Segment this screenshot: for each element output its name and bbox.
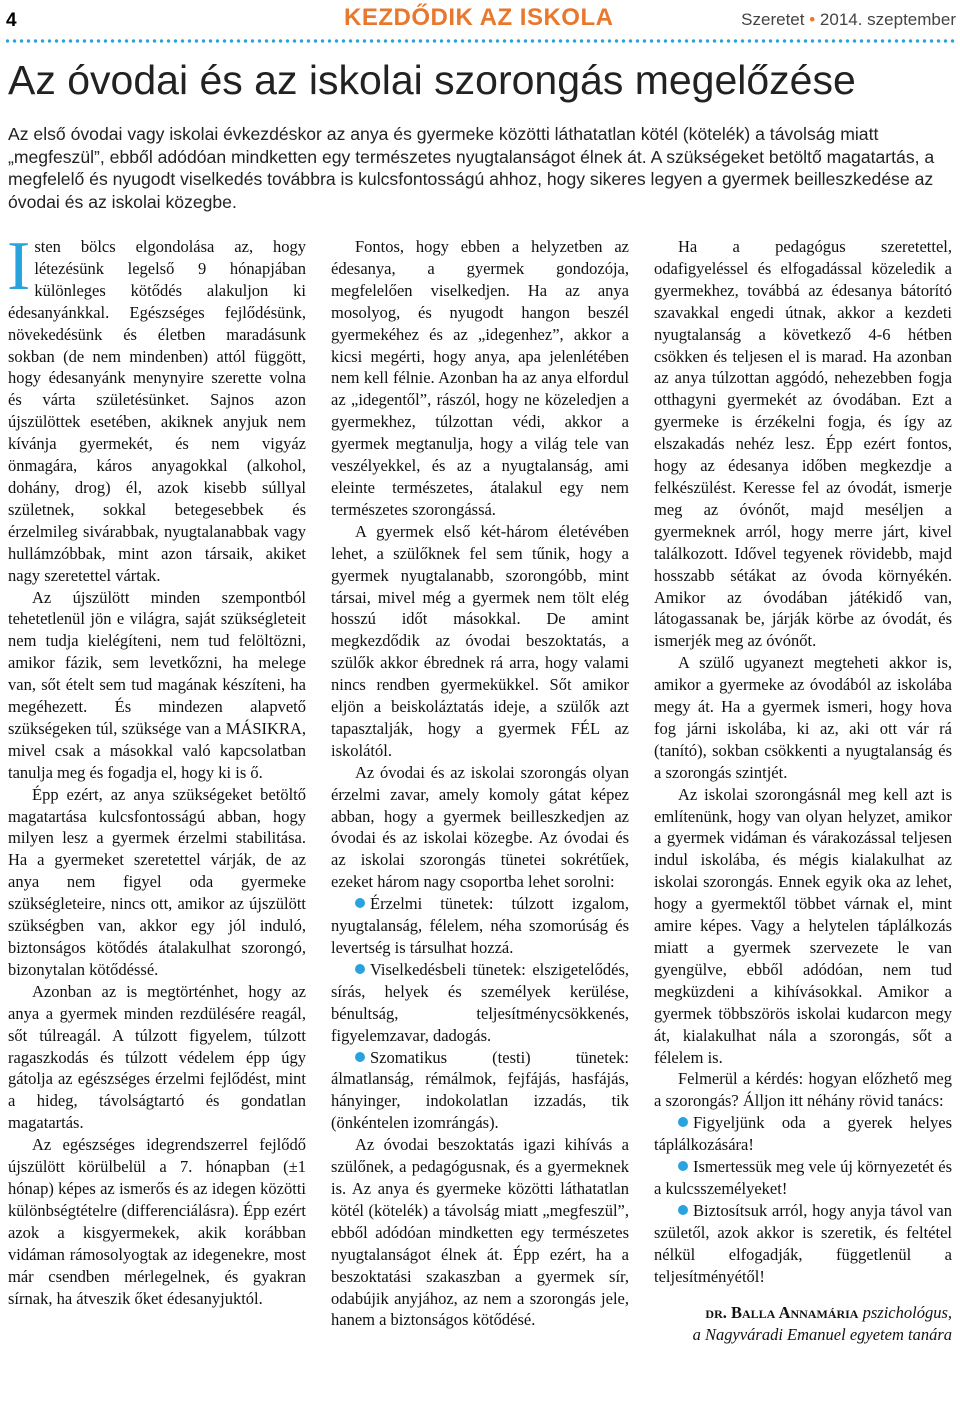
bullet-text: Figyeljünk oda a gyerek helyes táplálkozására! — [654, 1113, 952, 1155]
issue-date: 2014. szeptember — [819, 10, 956, 29]
page-number: 4 — [6, 10, 17, 31]
bullet-dot-icon — [678, 1161, 688, 1171]
paragraph: Az egészséges idegrendszerrel fejlődő újszülött körülbelül a 7. hónapban (±1 hónap) képes az ismerős és az idegen közötti különbségtételre (differenciálásra). Épp ezért azok a kisgyermekek, akik korábban vidáman rámosolyogtak az idegenekre, most már csendben mérlegelnek, és gyakran sírnak, ha átveszik őket édesanyjuktól. — [8, 1135, 306, 1308]
bullet-dot-icon — [678, 1205, 688, 1215]
article-title: Az óvodai és az iskolai szorongás megelőzése — [8, 57, 856, 103]
bullet-item — [654, 1200, 952, 1288]
bullet-text: Érzelmi tünetek: túlzott izgalom, nyugtalanság, félelem, néha szomorúság és levertség is társulhat hozzá. — [331, 894, 629, 957]
issue-name: Szeretet — [741, 10, 805, 29]
paragraph: Az újszülött minden szempontból tehetetlenül jön e világra, saját szükségleteit nem tudja kielégíteni, nem tud felöltözni, amikor fázik, sem levetkőzni, ha melege van, sőt ételt sem tud magának készíteni, ha megéhezett. És mindezen alapvető szükségeken túl, szüksége van a MÁSIKRA, mivel csak a másokkal való kapcsolatban tanulja meg és fogadja el, hogy ki is ő. — [8, 587, 306, 782]
page-header — [4, 0, 956, 40]
bullet-item — [654, 1112, 952, 1156]
bullet-item — [331, 959, 629, 1047]
paragraph: Az óvodai beszoktatás igazi kihívás a szülőnek, a pedagógusnak, és a gyermeknek is. Az anya és gyermeke közötti láthatatlan kötél (kötelék) a távolság miatt „megfeszül”, ebből adódóan mindketten egy természetes nyugtalanságot élnek át. Épp ezért, ha a beszoktatási szakaszban a gyermek sír, odabújik anyjához, az nem a szorongás jele, hanem a biztonságos kötődésé. — [331, 1135, 629, 1330]
bullet-text: Biztosítsuk arról, hogy anyja távol van születől, azok akkor is szeretik, és feltétel nélkül elfogadják, függetlenül a teljesítményétől! — [654, 1200, 952, 1286]
paragraph: Fontos, hogy ebben a helyzetben az édesanya, a gyermek gondozója, megfelelően viselkedjen. Ha az anya mosolyog, és nyugodt hangon beszél gyermekéhez és az „idegenhez”, akkor a kicsi megérti, hogy anya, apa jelenlétében nem kell félnie. Azonban ha az anya elfordul az „idegentől”, rászól, hogy ne közeledjen a gyermekhez, túlzottan védi, akkor a gyermek megtanulja, hogy a világ tele van veszélyekkel, és az a nyugtalanság, ami eleinte természetes, átalakul egy nem természetes szorongássá. — [331, 237, 629, 519]
bullet-item — [654, 1156, 952, 1200]
bullet-text: Szomatikus (testi) tünetek: álmatlanság, rémálmok, fejfájás, hasfájás, hányinger, indokolatlan izzadás, tik (önkéntelen izomrángás). — [331, 1047, 629, 1133]
bullet-dot-icon — [355, 898, 365, 908]
paragraph — [7, 228, 306, 587]
section-title: KEZDŐDIK AZ ISKOLA — [344, 4, 614, 31]
drop-cap: I — [7, 228, 31, 305]
column-2 — [331, 236, 629, 1331]
paragraph: Az iskolai szorongásnál meg kell azt is említenünk, hogy van olyan helyzet, amikor a gyermek vidáman és várakozással teljesen indul iskolába, és mégis kialakulhat az iskolai szorongás. Ennek egyik oka az lehet, hogy a gyermektől többet várnak el, mint amire képes. Vagy a helytelen táplálkozás miatt a gyermek szervezete le van gyengülve, ebből adódóan, nem tud megküzdeni a kihívásokkal. Amikor a gyermek többszörös iskolai kudarcon megy át, kialakulhat nála a szorongás, sőt a félelem is. — [654, 784, 952, 1067]
paragraph: Ha a pedagógus szeretettel, odafigyeléssel és elfogadással közeledik a gyermekhez, továbbá az édesanya bátorító szavakkal engedi útnak, akkor a kezdeti nyugtalanság a következő 4-6 hétben csökken és teljesen el is marad. Ha azonban az anya túlzottan aggódó, nehezebben fogja otthagyni gyermekét az óvodában. Ezt a gyermeke is érzékelni fogja, és így az elszakadás nehéz lesz. Épp ezért fontos, hogy az édesanya időben megkezdje a felkészülést. Keresse fel az óvodát, ismerje meg az óvónőt, majd meséljen a gyermeknek arról, hogy merre járt, kivel találkozott. Idővel tegyenek rövidebb, majd hosszabb sétákat az óvoda környékén. Amikor az óvodában játékidő van, látogassanak be, járják körbe az óvodát, és ismerjék meg az óvónőt. — [654, 237, 952, 651]
author-name: dr. Balla Annamária — [705, 1302, 859, 1322]
author-affiliation: a Nagyváradi Emanuel egyetem tanára — [692, 1324, 952, 1344]
bullet-item — [331, 893, 629, 959]
author-signature — [654, 1302, 952, 1346]
bullet-text: Viselkedésbeli tünetek: elszigetelődés, sírás, helyek és személyek kerülése, bénultság, teljesítménycsökkenés, figyelemzavar, dadogás. — [331, 959, 629, 1045]
paragraph: Az óvodai és az iskolai szorongás olyan érzelmi zavar, amely komoly gátat képez abban, hogy a gyermek beilleszkedjen az óvodai és az iskolai közegbe. Az óvodai és az iskolai szorongás tünetei sokrétűek, ezeket három nagy csoportba lehet sorolni: — [331, 762, 629, 892]
paragraph: A szülő ugyanezt megteheti akkor is, amikor a gyermeke az óvodából az iskolába megy át. Ha a gyermek ismeri, hogy hova fog járni iskolába, ki az, aki ott vár rá (tanító), sokban csökkenti a nyugtalanság és a szorongás szintjét. — [654, 653, 952, 782]
dotted-divider — [4, 38, 956, 44]
issue-separator: • — [809, 10, 816, 29]
bullet-item — [331, 1047, 629, 1135]
bullet-dot-icon — [355, 964, 365, 974]
paragraph: Azonban az is megtörténhet, hogy az anya a gyermek minden rezdülésére reagál, sőt túlreagál. A túlzott figyelem, túlzott ragaszkodás és túlzott védelem épp úgy gátolja az egészséges érzelmi fejlődést, mint a hideg, távolságtartó és gondatlan magatartás. — [8, 981, 306, 1133]
column-3 — [654, 236, 952, 1346]
paragraph-text: sten bölcs elgondolása az, hogy létezésünk legelső 9 hónapjában különleges kötődés alakuljon ki édesanyánkkal. Egészséges fejlődésünk, növekedésünk és életben maradásunk sokban (de nem mindenben) attól függött, hogy édesanyánk menynyire szerette volna és várta születésünket. Sajnos azon újszülöttek esetében, akiknek anyjuk nem kívánja gyermekét, és nem vigyáz önmagára, káros anyagokkal (alkohol, dohány, drog) él, azok kisebb súllyal születnek, sokkal betegesebbek és érzelmileg sivárabbak, nyugtalanabbak vagy hullámzóbbak, mint azon társaik, akiket nagy szeretettel vártak. — [8, 237, 306, 585]
bullet-dot-icon — [355, 1052, 365, 1062]
article-lead: Az első óvodai vagy iskolai évkezdéskor az anya és gyermeke közötti láthatatlan kötél (kötelék) a távolság miatt „megfeszül”, ebből adódóan mindketten egy természetes nyugtalanságot élnek át. A szükségeket betöltő magatartás, a megfelelő és nyugodt viselkedés továbbra is kulcsfontosságú ahhoz, hogy sikeres legyen a gyermek beilleszkedése az óvodai és az iskolai közegbe. — [8, 124, 935, 212]
paragraph: Felmerül a kérdés: hogyan előzhető meg a szorongás? Álljon itt néhány rövid tanács: — [654, 1069, 952, 1111]
bullet-dot-icon — [678, 1117, 688, 1127]
bullet-text: Ismertessük meg vele új környezetét és a kulcsszemélyeket! — [654, 1157, 952, 1198]
paragraph: A gyermek első két-három életévében lehet, a szülőknek fel sem tűnik, hogy a gyermek nyugtalanabb, szorongóbb, mint társai, mivel még a gyermek nem tölt elég hosszú időt másokkal. De amint megkezdődik az óvodai beszoktatás, a szülők akkor ébrednek rá arra, hogy valami nincs rendben gyermekükkel. Sőt amikor eljön a beiskoláztatás ideje, a szülők azt tapasztalják, hogy a gyermek FÉL az iskolától. — [331, 521, 629, 760]
column-1 — [7, 228, 306, 1309]
author-role: pszichológus, — [862, 1302, 952, 1322]
issue-label — [741, 10, 956, 30]
paragraph: Épp ezért, az anya szükségeket betöltő magatartása kulcsfontosságú abban, hogy milyen lesz a gyermek érzelmi stabilitása. Ha a gyermeket szeretettel várják, de az anya nem figyel oda gyermeke szükségleteire, nincs ott, amikor az újszülött szükségben van, akkor egy jól induló, biztonságos kötődés átalakulhat szorongó, bizonytalan kötődéssé. — [8, 784, 306, 979]
